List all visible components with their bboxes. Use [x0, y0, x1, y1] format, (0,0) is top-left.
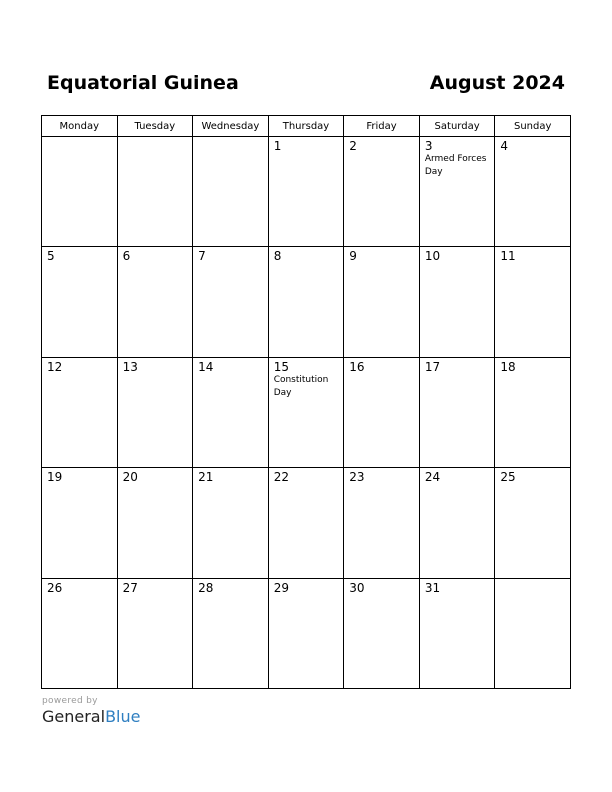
- day-cell: [419, 578, 495, 688]
- weekday-header: Tuesday: [117, 116, 193, 137]
- country-title: Equatorial Guinea: [47, 72, 239, 94]
- day-number: 20: [122, 470, 138, 485]
- day-number: 31: [424, 580, 441, 595]
- day-cell: [42, 578, 118, 688]
- week-row: [42, 468, 571, 578]
- day-cell: [193, 468, 269, 578]
- day-number: 2: [349, 139, 357, 153]
- day-cell: [344, 137, 420, 247]
- day-cell: [42, 247, 118, 357]
- day-cell: [268, 357, 344, 467]
- day-cell: [117, 468, 193, 578]
- day-cell: [268, 578, 344, 688]
- day-cell: [42, 468, 118, 578]
- day-number: 30: [349, 580, 365, 595]
- day-cell: [117, 247, 193, 357]
- day-cell: [495, 137, 571, 247]
- day-cell: [268, 137, 344, 247]
- day-number: 16: [349, 359, 365, 374]
- day-number: 23: [349, 470, 365, 485]
- day-number: 27: [122, 580, 138, 595]
- day-number: 1: [273, 139, 282, 153]
- day-cell: [117, 357, 193, 467]
- day-cell: [117, 578, 193, 688]
- day-number: 5: [47, 249, 55, 264]
- week-row: [42, 137, 571, 247]
- calendar-grid: [41, 115, 571, 689]
- day-cell: [344, 247, 420, 357]
- footer-branding: [42, 696, 140, 727]
- day-cell: [419, 247, 495, 357]
- day-number: 18: [500, 359, 516, 374]
- day-number: [495, 579, 570, 581]
- day-number: 24: [424, 470, 441, 485]
- weekday-header-row: [42, 116, 571, 137]
- day-number: [42, 137, 117, 139]
- day-number: 15: [273, 359, 289, 374]
- day-number: 3: [424, 139, 433, 153]
- day-number: 7: [198, 249, 206, 264]
- day-cell: [344, 468, 420, 578]
- day-cell: [495, 578, 571, 688]
- day-number: 4: [500, 139, 509, 153]
- weekday-header: Monday: [42, 116, 118, 137]
- weekday-header: Wednesday: [193, 116, 269, 137]
- day-cell: [419, 357, 495, 467]
- day-number: 11: [500, 249, 516, 264]
- day-number: 26: [47, 580, 63, 595]
- day-number: 10: [424, 249, 441, 264]
- day-number: [118, 137, 193, 139]
- day-number: 12: [47, 359, 63, 374]
- month-year-title: August 2024: [429, 72, 565, 94]
- day-cell: [193, 137, 269, 247]
- day-number: 22: [273, 470, 289, 485]
- day-number: 19: [47, 470, 63, 485]
- day-cell: [193, 357, 269, 467]
- day-cell: [117, 137, 193, 247]
- day-number: 8: [273, 249, 282, 264]
- week-row: [42, 578, 571, 688]
- day-number: 9: [349, 249, 357, 264]
- day-cell: [193, 247, 269, 357]
- day-number: 14: [198, 359, 214, 374]
- day-cell: [419, 137, 495, 247]
- day-number: 6: [122, 249, 131, 264]
- day-cell: [42, 137, 118, 247]
- weekday-header: Friday: [344, 116, 420, 137]
- powered-by-label: powered by: [42, 696, 98, 706]
- day-number: 13: [122, 359, 138, 374]
- day-number: 17: [424, 359, 441, 374]
- holiday-label: Constitution Day: [273, 374, 329, 398]
- weekday-header: Thursday: [268, 116, 344, 137]
- day-cell: [344, 357, 420, 467]
- day-number: 28: [198, 580, 214, 595]
- day-cell: [419, 468, 495, 578]
- week-row: [42, 357, 571, 467]
- week-row: [42, 247, 571, 357]
- holiday-label: Armed Forces Day: [424, 154, 487, 177]
- weekday-header: Sunday: [495, 116, 571, 137]
- day-cell: [268, 247, 344, 357]
- day-cell: [495, 247, 571, 357]
- brand-blue: Blue: [105, 707, 141, 726]
- day-cell: [42, 357, 118, 467]
- day-cell: [268, 468, 344, 578]
- day-number: 25: [500, 470, 516, 485]
- generalblue-logo[interactable]: [42, 707, 140, 727]
- day-cell: [495, 357, 571, 467]
- day-cell: [344, 578, 420, 688]
- brand-general: General: [42, 707, 106, 726]
- day-cell: [495, 468, 571, 578]
- day-number: 29: [273, 580, 289, 595]
- day-cell: [193, 578, 269, 688]
- weekday-header: Saturday: [419, 116, 495, 137]
- day-number: 21: [198, 470, 214, 485]
- day-number: [193, 137, 268, 139]
